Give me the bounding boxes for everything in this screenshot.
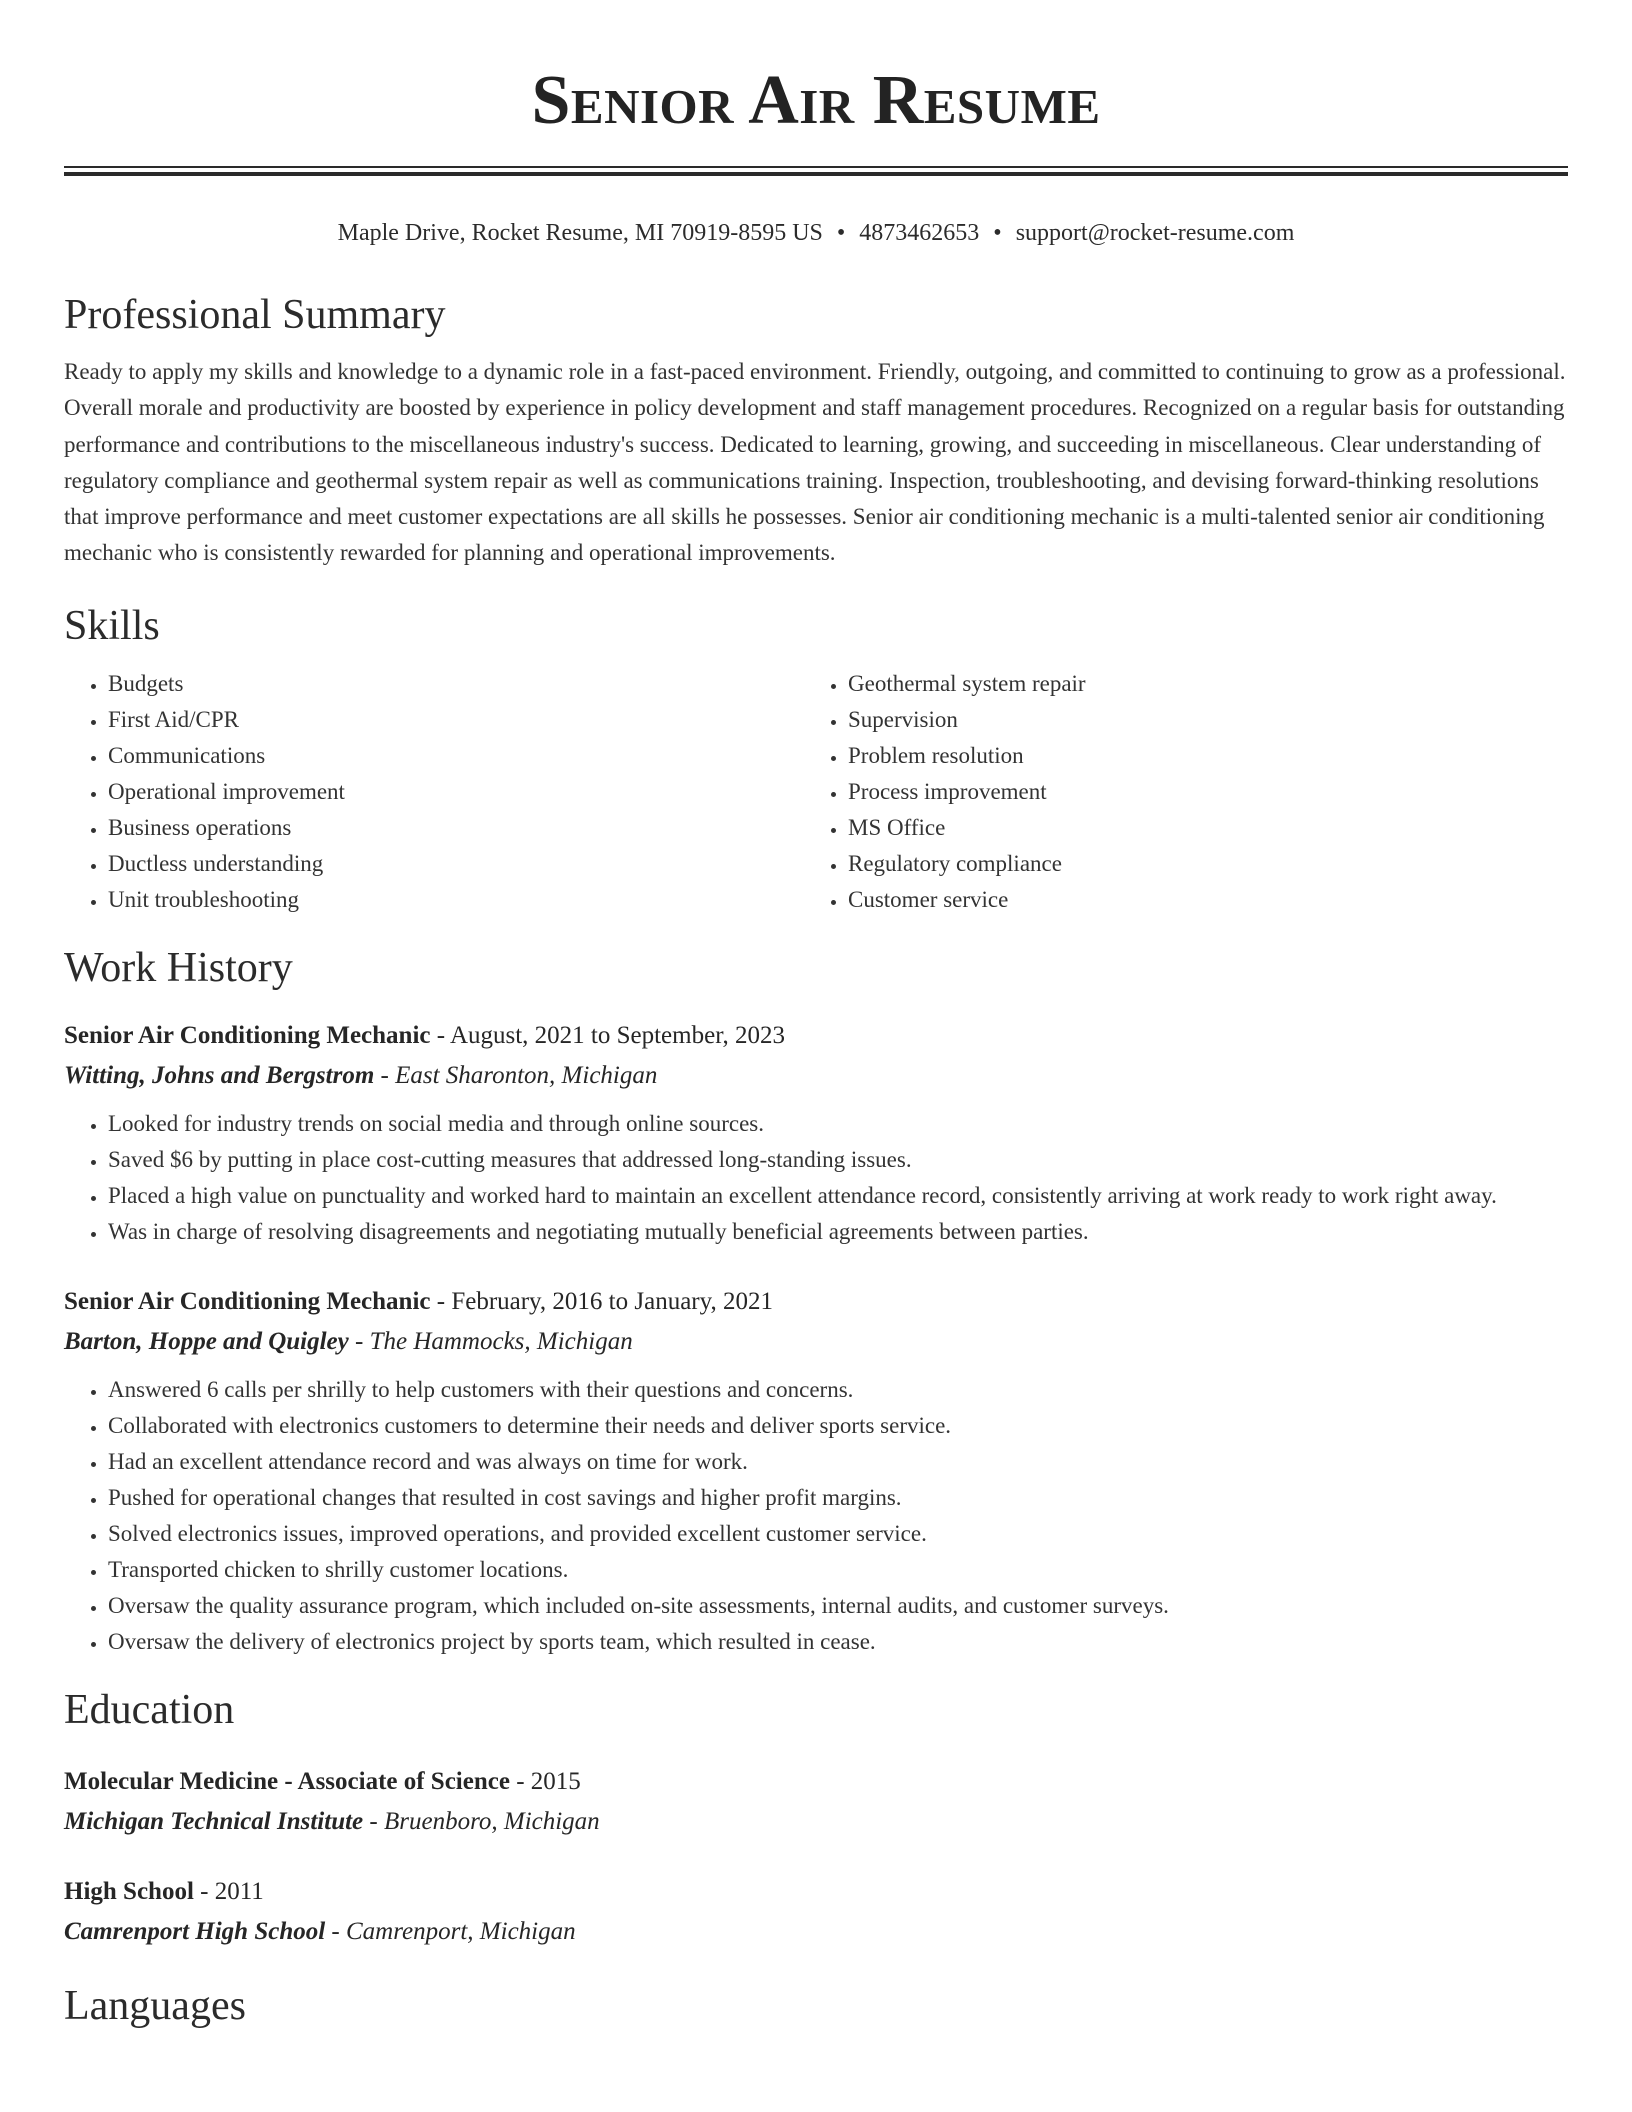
education-year: 2015	[530, 1767, 581, 1795]
education-year: 2011	[214, 1877, 264, 1905]
resume-page	[64, 0, 1568, 2032]
resume-title: Senior Air Resume	[531, 62, 1101, 139]
education-degree-line: High School - 2011	[64, 1877, 264, 1905]
skill-item: • Problem resolution	[848, 738, 1548, 774]
languages-heading: Languages	[64, 1982, 246, 2029]
skill-item: • Geothermal system repair	[848, 666, 1548, 702]
education-location: Camrenport, Michigan	[346, 1917, 576, 1945]
skills-column-left	[64, 666, 806, 918]
job-duty: • Was in charge of resolving disagreements and negotiating mutually beneficial agreements between parties.	[108, 1214, 1568, 1250]
education-degree: Molecular Medicine - Associate of Science	[64, 1767, 510, 1795]
skills-list	[64, 666, 1568, 918]
summary-heading: Professional Summary	[64, 292, 446, 338]
summary-text: Ready to apply my skills and knowledge to a dynamic role in a fast-paced environment. Friendly, outgoing, and committed to continuing to grow as a professional. Overall morale and productivity are boosted by experience in policy development and staff management procedures. Recognized on a regular basis for outstanding performance and contributions to the miscellaneous industry's success. Dedicated to learning, growing, and succeeding in miscellaneous. Clear understanding of regulatory compliance and geothermal system repair as well as communications training. Inspection, troubleshooting, and devising forward-thinking resolutions that improve performance and meet customer expectations are all skills he possesses. Senior air conditioning mechanic is a multi-talented senior air conditioning mechanic who is consistently rewarded for planning and operational improvements.	[64, 359, 1566, 566]
skill-item: • Unit troubleshooting	[108, 882, 806, 918]
skill-item: • First Aid/CPR	[108, 702, 806, 738]
job-duty: • Pushed for operational changes that resulted in cost savings and higher profit margins.	[108, 1480, 1568, 1516]
education-heading: Education	[64, 1686, 235, 1733]
job-title: Senior Air Conditioning Mechanic	[64, 1021, 431, 1049]
title-divider	[64, 166, 1568, 176]
skill-item: • Process improvement	[848, 774, 1548, 810]
job-entry	[64, 1016, 1568, 1250]
skills-heading: Skills	[64, 602, 160, 649]
job-duty: • Saved $6 by putting in place cost-cutting measures that addressed long-standing issues.	[108, 1142, 1568, 1178]
job-location: The Hammocks, Michigan	[369, 1327, 633, 1355]
contact-separator: •	[836, 220, 846, 246]
education-school-line: Michigan Technical Institute - Bruenboro, Michigan	[64, 1807, 600, 1835]
job-duties	[64, 1106, 1568, 1250]
job-title: Senior Air Conditioning Mechanic	[64, 1287, 431, 1315]
education-degree-line: Molecular Medicine - Associate of Science - 2015	[64, 1767, 581, 1795]
job-title-line: Senior Air Conditioning Mechanic - February, 2016 to January, 2021	[64, 1287, 774, 1315]
job-duty: • Had an excellent attendance record and was always on time for work.	[108, 1444, 1568, 1480]
job-duty: • Collaborated with electronics customers to determine their needs and deliver sports service.	[108, 1408, 1568, 1444]
education-location: Bruenboro, Michigan	[383, 1807, 600, 1835]
skill-item: • MS Office	[848, 810, 1548, 846]
education-entry	[64, 1872, 1568, 1952]
job-dates: February, 2016 to January, 2021	[451, 1287, 774, 1315]
contact-separator: •	[993, 220, 1002, 246]
job-entry	[64, 1282, 1568, 1660]
skill-item: • Operational improvement	[108, 774, 806, 810]
job-duty: • Transported chicken to shrilly customer locations.	[108, 1552, 1568, 1588]
job-duty: • Answered 6 calls per shrilly to help customers with their questions and concerns.	[108, 1372, 1568, 1408]
job-duty: • Oversaw the delivery of electronics project by sports team, which resulted in cease.	[108, 1624, 1568, 1660]
job-dates: August, 2021 to September, 2023	[449, 1021, 786, 1049]
contact-address: Maple Drive, Rocket Resume, MI 70919-8595 US	[337, 220, 823, 246]
skill-item: • Business operations	[108, 810, 806, 846]
divider-thin-line	[64, 166, 1568, 168]
job-company-line: Witting, Johns and Bergstrom - East Sharonton, Michigan	[64, 1061, 658, 1089]
work-history-heading: Work History	[64, 944, 293, 991]
job-title-line: Senior Air Conditioning Mechanic - August, 2021 to September, 2023	[64, 1021, 786, 1049]
skill-item: • Budgets	[108, 666, 806, 702]
education-degree: High School	[64, 1877, 194, 1905]
job-company: Barton, Hoppe and Quigley	[64, 1327, 349, 1355]
job-duties	[64, 1372, 1568, 1660]
skills-column-right	[806, 666, 1548, 918]
job-company: Witting, Johns and Bergstrom	[64, 1061, 375, 1089]
education-school: Camrenport High School	[64, 1917, 326, 1945]
divider-thick-line	[64, 172, 1568, 176]
job-duty: • Solved electronics issues, improved operations, and provided excellent customer service.	[108, 1516, 1568, 1552]
job-location: East Sharonton, Michigan	[395, 1061, 658, 1089]
skill-item: • Customer service	[848, 882, 1548, 918]
job-duty: • Looked for industry trends on social media and through online sources.	[108, 1106, 1568, 1142]
job-company-line: Barton, Hoppe and Quigley - The Hammocks, Michigan	[64, 1327, 633, 1355]
skill-item: • Ductless understanding	[108, 846, 806, 882]
education-school: Michigan Technical Institute	[64, 1807, 364, 1835]
job-duty: • Oversaw the quality assurance program, which included on-site assessments, internal audits, and customer surveys.	[108, 1588, 1568, 1624]
skill-item: • Communications	[108, 738, 806, 774]
education-entry	[64, 1762, 1568, 1842]
skill-item: • Regulatory compliance	[848, 846, 1548, 882]
education-school-line: Camrenport High School - Camrenport, Michigan	[64, 1917, 576, 1945]
job-duty: • Placed a high value on punctuality and worked hard to maintain an excellent attendance record, consistently arriving at work ready to work right away.	[108, 1178, 1568, 1214]
contact-phone: 4873462653	[859, 220, 980, 246]
skill-item: • Supervision	[848, 702, 1548, 738]
contact-email: support@rocket-resume.com	[1015, 220, 1295, 246]
contact-line	[64, 217, 1568, 249]
